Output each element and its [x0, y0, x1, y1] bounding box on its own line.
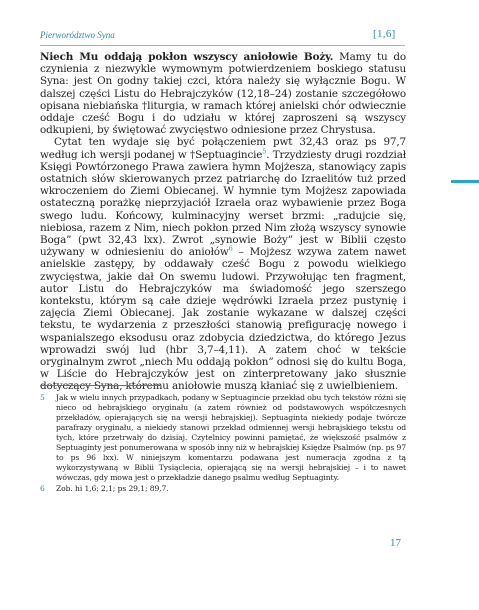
footnote-number: 6	[40, 484, 45, 493]
paragraph-1	[40, 51, 406, 136]
margin-tab-marker	[451, 180, 479, 183]
section-reference: [1,6]	[373, 28, 396, 40]
paragraph-2-text-b: . Trzydziesty drugi rozdział Księgi Powtórzonego Prawa zawiera hymn Mojżesza, stanowiący zapis ostatnich słów skierowanych przez patriarchę do Izraelitów tuż przed wkroczeniem do Ziemi Obiecanej. W hymnie tym Mojżesz zapowiada ostateczną porażkę nieprzyjaciół Izraela oraz wybawienie przez Boga swego ludu. Końcowy, kulminacyjny werset brzmi: „radujcie się, niebiosa, razem z Nim, niech pokłon przed Nim złożą wszyscy synowie Boga” (pwt 32,43 lxx). Zwrot „synowie Boży” jest w Biblii często używany w odniesieniu do aniołów	[40, 148, 406, 259]
footnote-text: Jak w wielu innych przypadkach, podany w Septuagincie przekład obu tych tekstów różni się nieco od hebrajskiego oryginału (a zatem również od podstawowych współczesnych przekładów, opierających się na wersji hebrajskiej). Septuaginta niekiedy podaje twórcze parafrazy oryginału, a niekiedy stanowi przekład odmiennej wersji hebrajskiego tekstu od tych, które przetrwały do dzisiaj. Czytelnicy powinni pamiętać, że większość psalmów z Septuaginty jest ponumerowana w sposób inny niż w hebrajskiej Księdze Psalmów (np. ps 97 to ps 96 lxx). W niniejszym komentarzu podawana jest numeracja zgodna z tą wykorzystywaną w Biblii Tysiąclecia, opierającą się na wersji hebrajskiej – i to nawet wówczas, gdy mowa jest o przekładzie danego psalmu według Septuaginty.	[56, 393, 406, 482]
running-head: Pierworództwo Syna	[40, 30, 115, 40]
footnote-5	[40, 393, 406, 483]
footnote-number: 5	[40, 393, 45, 402]
paragraph-2	[40, 136, 406, 392]
main-text	[40, 51, 406, 393]
header-rule	[40, 45, 405, 46]
footnote-ref-5[interactable]: 5	[262, 147, 267, 156]
footnote-rule	[40, 385, 160, 386]
footnote-text: Zob. hi 1,6; 2,1; ps 29,1; 89,7.	[56, 484, 169, 493]
page-number: 17	[390, 537, 401, 549]
footnote-6	[40, 484, 406, 494]
paragraph-2-text-a: Cytat ten wydaje się być połączeniem pwt 32,43 oraz ps 97,7 według ich wersji podanej w †Septuagincie	[40, 136, 406, 161]
lead-quote: Niech Mu oddają pokłon wszyscy aniołowie Boży.	[40, 51, 334, 63]
footnote-ref-6[interactable]: 6	[228, 244, 233, 253]
paragraph-2-text-c: – Mojżesz wzywa zatem nawet anielskie zastępy, by oddawały cześć Bogu z powodu wielkiego zwycięstwa, jakie dał On swemu ludowi. Przywołując ten fragment, autor Listu do Hebrajczyków ma świadomość jego szerszego kontekstu, którym są całe dzieje wędrówki Izraela przez pustynię i zajęcia Ziemi Obiecanej. Jak zostanie wykazane w dalszej części tekstu, te wydarzenia z przeszłości stanowią prefigurację nowego i wspanialszego eksodusu oraz zdobycia dziedzictwa, do którego Jezus wprowadzi swój lud (hbr 3,7–4,11). A zatem choć w tekście oryginalnym zwrot „niech Mu oddają pokłon” odnosi się do kultu Boga, w Liście do Hebrajczyków jest on zinterpretowany jako słusznie dotyczący Syna, któremu aniołowie muszą kłaniać się z uwielbieniem.	[40, 246, 407, 393]
paragraph-1-text: Mamy tu do czynienia z niezwykle wymownym potwierdzeniem boskiego statusu Syna: jest On godny takiej czci, która należy się wyłącznie Bogu. W dalszej części Listu do Hebrajczyków (12,18–24) zostanie szczegółowo opisana niebiańska †liturgia, w ramach której anielski chór odwiecznie oddaje cześć Bogu i do udziału w której zaproszeni są wszyscy odkupieni, by świętować zwycięstwo odniesione przez Chrystusa.	[40, 51, 406, 137]
footnotes	[40, 393, 406, 495]
